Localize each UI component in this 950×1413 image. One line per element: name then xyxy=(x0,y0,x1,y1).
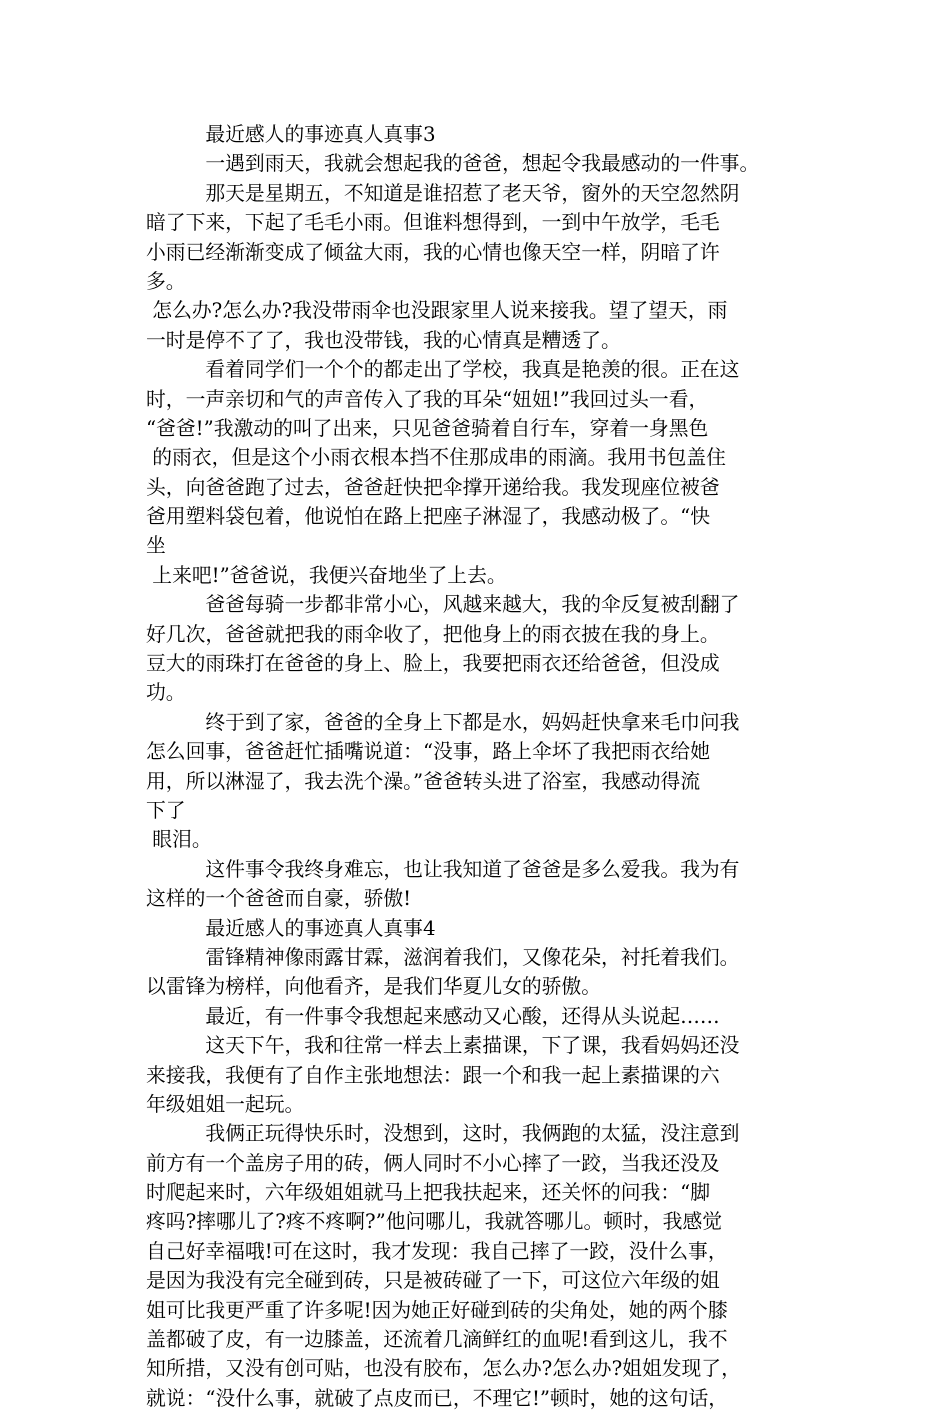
text-line: 怎么办?怎么办?我没带雨伞也没跟家里人说来接我。望了望天，雨 xyxy=(146,299,728,323)
text-line: 年级姐姐一起玩。 xyxy=(146,1092,305,1116)
text-line: 爸用塑料袋包着，他说怕在路上把座子淋湿了，我感动极了。“快 xyxy=(146,505,710,529)
text-line: “爸爸!”我激动的叫了出来，只见爸爸骑着自行车，穿着一身黑色 xyxy=(146,416,709,440)
article-body xyxy=(146,120,822,1413)
text-line: 疼吗?摔哪儿了?疼不疼啊?”他问哪儿，我就答哪儿。顿时，我感觉 xyxy=(146,1210,723,1234)
text-line: 这件事令我终身难忘，也让我知道了爸爸是多么爱我。我为有 xyxy=(146,857,740,881)
text-line: 我俩正玩得快乐时，没想到，这时，我俩跑的太猛，没注意到 xyxy=(146,1122,740,1146)
text-line: 前方有一个盖房子用的砖，俩人同时不小心摔了一跤，当我还没及 xyxy=(146,1151,720,1175)
text-line: 看着同学们一个个的都走出了学校，我真是艳羡的很。正在这 xyxy=(146,358,740,382)
text-line: 来接我，我便有了自作主张地想法：跟一个和我一起上素描课的六 xyxy=(146,1063,720,1087)
text-line: 最近，有一件事令我想起来感动又心酸，还得从头说起…… xyxy=(146,1004,720,1028)
text-line: 时，一声亲切和气的声音传入了我的耳朵“妞妞!”我回过头一看， xyxy=(146,387,709,411)
text-line: 眼泪。 xyxy=(146,828,212,852)
text-line: 坐 xyxy=(146,534,166,558)
text-line: 一遇到雨天，我就会想起我的爸爸，想起令我最感动的一件事。 xyxy=(146,152,760,176)
text-line: 那天是星期五，不知道是谁招惹了老天爷，窗外的天空忽然阴 xyxy=(146,181,740,205)
text-line: 姐可比我更严重了许多呢!因为她正好碰到砖的尖角处，她的两个膝 xyxy=(146,1298,728,1322)
text-line: 最近感人的事迹真人真事4 xyxy=(146,916,436,940)
text-line: 时爬起来时，六年级姐姐就马上把我扶起来，还关怀的问我：“脚 xyxy=(146,1181,710,1205)
text-line: 知所措，又没有创可贴，也没有胶布，怎么办?怎么办?姐姐发现了， xyxy=(146,1357,741,1381)
text-line: 小雨已经渐渐变成了倾盆大雨，我的心情也像天空一样，阴暗了许 xyxy=(146,240,720,264)
text-line: 多。 xyxy=(146,269,186,293)
text-line: 爸爸每骑一步都非常小心，风越来越大，我的伞反复被刮翻了 xyxy=(146,593,740,617)
text-line: 就说：“没什么事，就破了点皮而已，不理它!”顿时，她的这句话， xyxy=(146,1386,729,1410)
text-line: 头，向爸爸跑了过去，爸爸赶快把伞撑开递给我。我发现座位被爸 xyxy=(146,475,720,499)
text-line: 功。 xyxy=(146,681,186,705)
text-line: 自己好幸福哦!可在这时，我才发现：我自己摔了一跤，没什么事， xyxy=(146,1239,728,1263)
text-line: 雷锋精神像雨露甘霖，滋润着我们，又像花朵，衬托着我们。 xyxy=(146,945,740,969)
text-line: 上来吧!”爸爸说，我便兴奋地坐了上去。 xyxy=(146,563,507,587)
text-line: 这样的一个爸爸而自豪，骄傲! xyxy=(146,887,412,911)
text-line: 盖都破了皮，有一边膝盖，还流着几滴鲜红的血呢!看到这儿，我不 xyxy=(146,1328,728,1352)
text-line: 怎么回事，爸爸赶忙插嘴说道：“没事，路上伞坏了我把雨衣给她 xyxy=(146,740,710,764)
text-line: 好几次，爸爸就把我的雨伞收了，把他身上的雨衣披在我的身上。 xyxy=(146,622,720,646)
text-line: 这天下午，我和往常一样去上素描课，下了课，我看妈妈还没 xyxy=(146,1034,740,1058)
text-line: 是因为我没有完全碰到砖，只是被砖碰了一下，可这位六年级的姐 xyxy=(146,1269,720,1293)
text-line: 一时是停不了了，我也没带钱，我的心情真是糟透了。 xyxy=(146,328,621,352)
text-line: 用，所以淋湿了，我去洗个澡。”爸爸转头进了浴室，我感动得流 xyxy=(146,769,701,793)
text-line: 暗了下来，下起了毛毛小雨。但谁料想得到，一到中午放学，毛毛 xyxy=(146,211,720,235)
text-line: 以雷锋为榜样，向他看齐，是我们华夏儿女的骄傲。 xyxy=(146,975,601,999)
text-line: 终于到了家，爸爸的全身上下都是水，妈妈赶快拿来毛巾问我 xyxy=(146,710,740,734)
text-line: 豆大的雨珠打在爸爸的身上、脸上，我要把雨衣还给爸爸，但没成 xyxy=(146,652,720,676)
text-line: 的雨衣，但是这个小雨衣根本挡不住那成串的雨滴。我用书包盖住 xyxy=(146,446,726,470)
text-line: 下了 xyxy=(146,798,186,822)
text-line: 最近感人的事迹真人真事3 xyxy=(146,123,436,146)
